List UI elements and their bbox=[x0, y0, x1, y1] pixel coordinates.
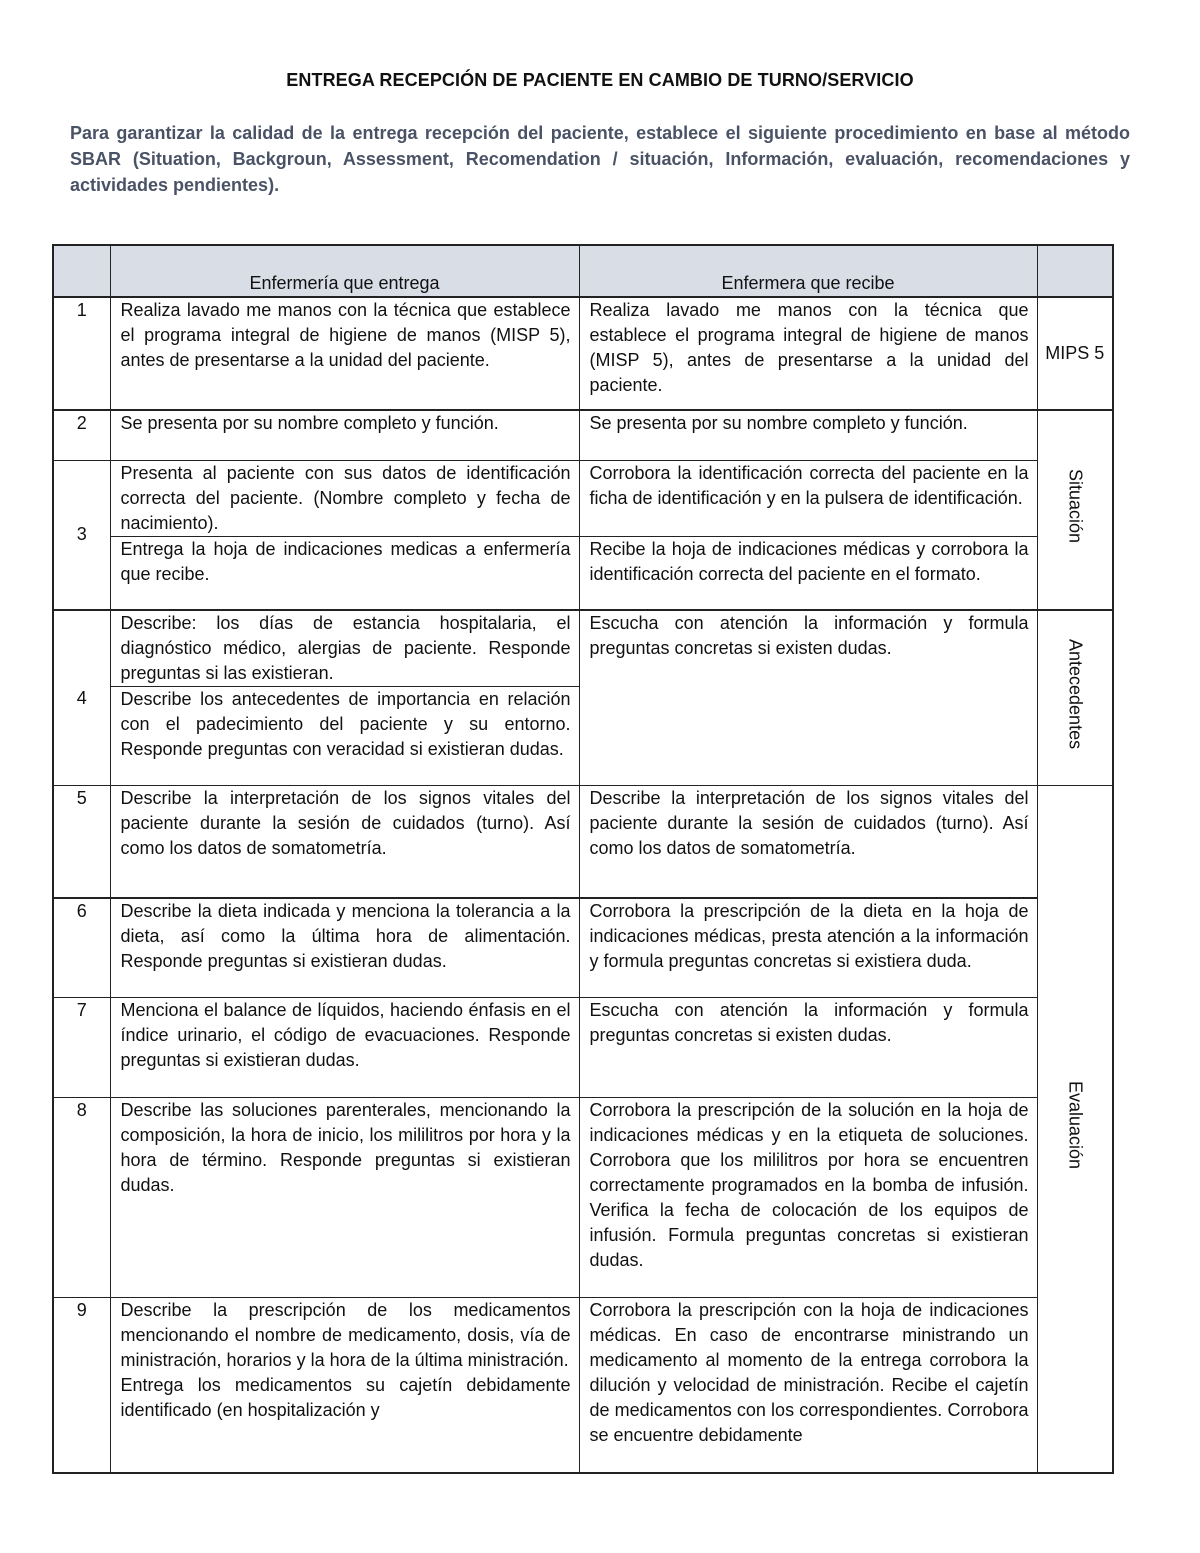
row-number: 4 bbox=[53, 610, 110, 786]
entrega-text: Describe la prescripción de los medicamentos mencionando el nombre de medicamento, dosis, vía de ministración, horarios y la hora de la última ministración. bbox=[120, 1300, 571, 1370]
table-row bbox=[53, 786, 1113, 898]
recibe-cell: Describe la interpretación de los signos vitales del paciente durante la sesión de cuidados (turno). Así como los datos de somatometría. bbox=[579, 786, 1037, 898]
table-row bbox=[53, 610, 1113, 687]
entrega-cell: Describe la interpretación de los signos vitales del paciente durante la sesión de cuidados (turno). Así como los datos de somatometría. bbox=[110, 786, 579, 898]
entrega-cell: Menciona el balance de líquidos, haciendo énfasis en el índice urinario, el código de evacuaciones. Responde preguntas si existieran dudas. bbox=[110, 998, 579, 1098]
table-row bbox=[53, 536, 1113, 610]
table-row bbox=[53, 297, 1113, 410]
table-row bbox=[53, 898, 1113, 998]
table-row bbox=[53, 1298, 1113, 1473]
entrega-cell: Realiza lavado me manos con la técnica que establece el programa integral de higiene de manos (MISP 5), antes de presentarse a la unidad del paciente. bbox=[110, 297, 579, 410]
recibe-cell: Recibe la hoja de indicaciones médicas y corrobora la identificación correcta del paciente en el formato. bbox=[579, 536, 1037, 610]
header-entrega: Enfermería que entrega bbox=[110, 245, 579, 297]
section-label-mips: MIPS 5 bbox=[1037, 297, 1113, 410]
intro-paragraph: Para garantizar la calidad de la entrega recepción del paciente, establece el siguiente procedimiento en base al método SBAR (Situation, Backgroun, Assessment, Recomendation / situación, Información, evaluación, recomendaciones y actividades pendientes). bbox=[70, 123, 1130, 195]
entrega-text-extra: Entrega los medicamentos su cajetín debidamente identificado (en hospitalización y bbox=[120, 1375, 571, 1420]
recibe-cell: Se presenta por su nombre completo y función. bbox=[579, 410, 1037, 460]
row-number: 1 bbox=[53, 297, 110, 410]
row-number: 9 bbox=[53, 1298, 110, 1473]
entrega-cell: Se presenta por su nombre completo y función. bbox=[110, 410, 579, 460]
entrega-cell: Describe los antecedentes de importancia en relación con el padecimiento del paciente y su entorno. Responde preguntas con veracidad si existieran dudas. bbox=[110, 687, 579, 786]
table-row bbox=[53, 460, 1113, 536]
recibe-text: Corrobora la prescripción con la hoja de indicaciones médicas. En caso de encontrarse ministrando un medicamento al momento de la entrega corrobora la dilución y velocidad de ministración. Recibe el cajetín de medicamentos con los correspondientes. Corrobora se encuentre debidamente bbox=[589, 1300, 1029, 1445]
header-section bbox=[1037, 245, 1113, 297]
entrega-cell: Describe la dieta indicada y menciona la tolerancia a la dieta, así como la última hora de alimentación. Responde preguntas si existieran dudas. bbox=[110, 898, 579, 998]
table-row bbox=[53, 998, 1113, 1098]
recibe-cell: Escucha con atención la información y formula preguntas concretas si existen dudas. bbox=[579, 610, 1037, 786]
row-number: 2 bbox=[53, 410, 110, 460]
entrega-cell: Presenta al paciente con sus datos de identificación correcta del paciente. (Nombre completo y fecha de nacimiento). bbox=[110, 460, 579, 536]
entrega-cell bbox=[110, 1298, 579, 1473]
header-recibe: Enfermera que recibe bbox=[579, 245, 1037, 297]
section-label-situacion: Situación bbox=[1037, 410, 1113, 610]
entrega-cell: Describe las soluciones parenterales, mencionando la composición, la hora de inicio, los mililitros por hora y la hora de término. Responde preguntas si existieran dudas. bbox=[110, 1098, 579, 1298]
row-number: 8 bbox=[53, 1098, 110, 1298]
entrega-cell: Describe: los días de estancia hospitalaria, el diagnóstico médico, alergias de paciente. Responde preguntas si las existieran. bbox=[110, 610, 579, 687]
recibe-cell bbox=[579, 1298, 1037, 1473]
recibe-cell: Realiza lavado me manos con la técnica que establece el programa integral de higiene de manos (MISP 5), antes de presentarse a la unidad del paciente. bbox=[579, 297, 1037, 410]
table-row bbox=[53, 410, 1113, 460]
row-number: 6 bbox=[53, 898, 110, 998]
section-label-antecedentes: Antecedentes bbox=[1037, 610, 1113, 786]
document-title: ENTREGA RECEPCIÓN DE PACIENTE EN CAMBIO DE TURNO/SERVICIO bbox=[286, 70, 914, 90]
recibe-cell: Escucha con atención la información y formula preguntas concretas si existen dudas. bbox=[579, 998, 1037, 1098]
row-number: 3 bbox=[53, 460, 110, 610]
entrega-cell: Entrega la hoja de indicaciones medicas a enfermería que recibe. bbox=[110, 536, 579, 610]
handover-table bbox=[52, 244, 1114, 1474]
section-label-evaluacion: Evaluación bbox=[1037, 786, 1113, 1473]
recibe-cell: Corrobora la prescripción de la solución en la hoja de indicaciones médicas y en la etiqueta de soluciones. Corrobora que los mililitros por hora se encuentren correctamente programados en la bomba de infusión. Verifica la fecha de colocación de los equipos de infusión. Formula preguntas concretas si existieran dudas. bbox=[579, 1098, 1037, 1298]
table-header-row bbox=[53, 245, 1113, 297]
row-number: 7 bbox=[53, 998, 110, 1098]
recibe-cell: Corrobora la prescripción de la dieta en la hoja de indicaciones médicas, presta atención a la información y formula preguntas concretas si existiera duda. bbox=[579, 898, 1037, 998]
row-number: 5 bbox=[53, 786, 110, 898]
header-num bbox=[53, 245, 110, 297]
recibe-cell: Corrobora la identificación correcta del paciente en la ficha de identificación y en la pulsera de identificación. bbox=[579, 460, 1037, 536]
table-row bbox=[53, 1098, 1113, 1298]
